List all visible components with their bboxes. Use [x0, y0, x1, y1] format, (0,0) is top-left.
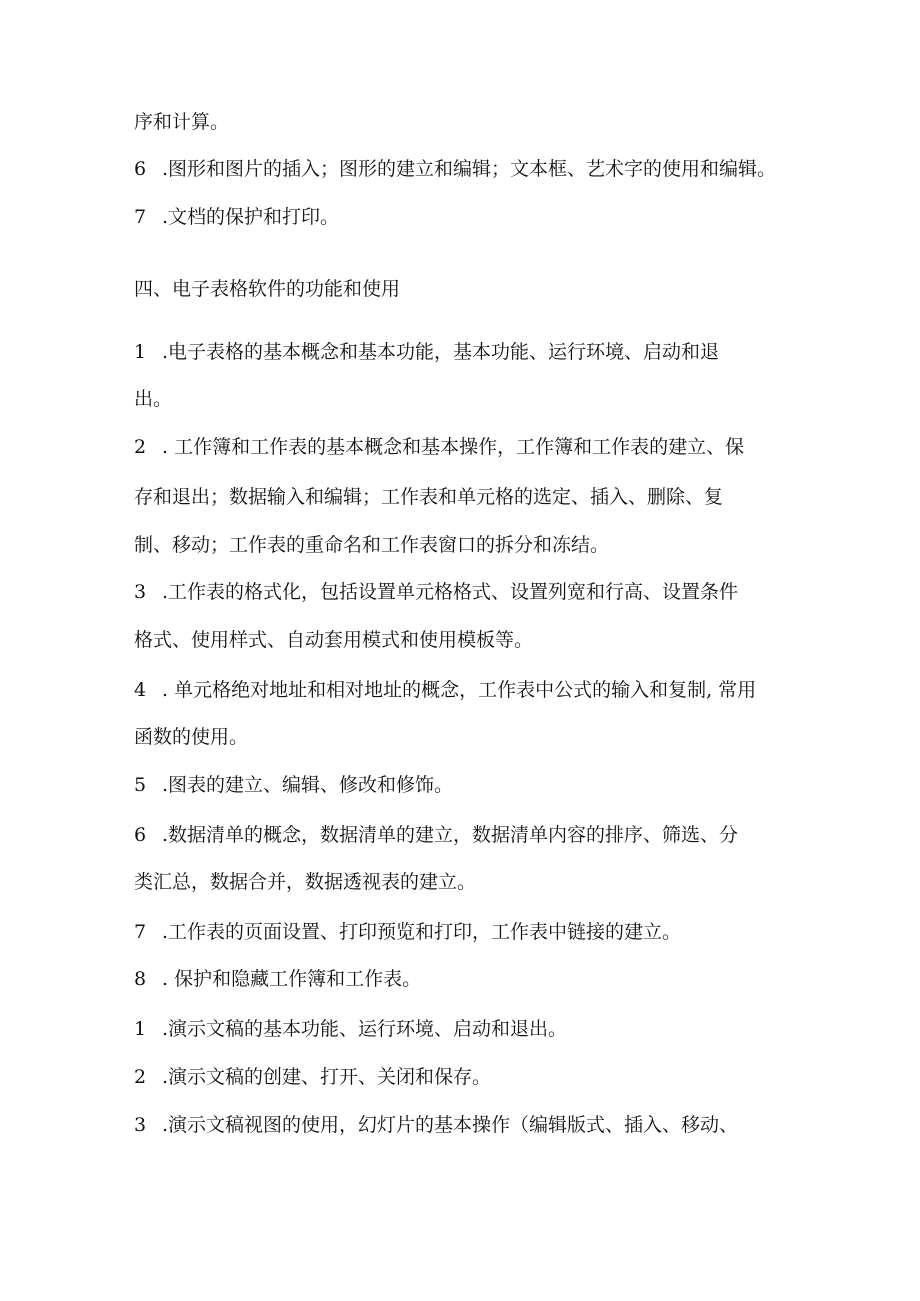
- list-item: [134, 823, 738, 847]
- list-item: [134, 580, 738, 604]
- item-text: .演示文稿的基本功能、运行环境、启动和退出。: [162, 1018, 568, 1040]
- line-text: 格式、使用样式、自动套用模式和使用模板等。: [134, 629, 534, 651]
- list-item: [134, 678, 756, 702]
- list-item: [134, 205, 339, 229]
- item-number: 3: [134, 1114, 147, 1136]
- item-text: .文档的保护和打印。: [162, 206, 340, 228]
- list-item: [134, 920, 681, 944]
- text-line: [134, 628, 533, 652]
- text-line: [134, 533, 609, 557]
- item-number: 2: [134, 436, 147, 458]
- item-number: 1: [134, 1018, 147, 1040]
- text-line: [134, 870, 476, 894]
- section-heading: [134, 277, 400, 301]
- item-text: . 单元格绝对地址和相对地址的概念，工作表中公式的输入和复制, 常用: [162, 679, 757, 701]
- line-text: 存和退出；数据输入和编辑；工作表和单元格的选定、插入、删除、复: [134, 486, 724, 508]
- item-text: .演示文稿视图的使用，幻灯片的基本操作（编辑版式、插入、移动、: [162, 1114, 739, 1136]
- list-item: [134, 1017, 567, 1041]
- text-line: [134, 485, 723, 509]
- line-text: 制、移动；工作表的重命名和工作表窗口的拆分和冻结。: [134, 534, 610, 556]
- item-text: . 工作簿和工作表的基本概念和基本操作，工作簿和工作表的建立、保: [162, 436, 745, 458]
- text-line: [134, 387, 172, 411]
- list-item: [134, 1113, 738, 1137]
- list-item: [134, 773, 453, 797]
- item-text: .图表的建立、编辑、修改和修饰。: [162, 774, 454, 796]
- item-text: .图形和图片的插入；图形的建立和编辑；文本框、艺术字的使用和编辑。: [162, 158, 777, 180]
- list-item: [134, 340, 719, 364]
- line-text: 序和计算。: [134, 111, 230, 133]
- line-text: 类汇总，数据合并，数据透视表的建立。: [134, 871, 477, 893]
- item-number: 5: [134, 774, 147, 796]
- item-text: .演示文稿的创建、打开、关闭和保存。: [162, 1066, 492, 1088]
- item-number: 1: [134, 341, 147, 363]
- item-text: .工作表的格式化，包括设置单元格格式、设置列宽和行高、设置条件: [162, 581, 739, 603]
- item-number: 8: [134, 968, 147, 990]
- item-number: 6: [134, 158, 147, 180]
- list-item: [134, 1065, 491, 1089]
- item-number: 7: [134, 206, 147, 228]
- item-text: . 保护和隐藏工作簿和工作表。: [162, 968, 422, 990]
- list-item: [134, 435, 744, 459]
- heading-text: 四、电子表格软件的功能和使用: [134, 278, 401, 300]
- item-text: .工作表的页面设置、打印预览和打印，工作表中链接的建立。: [162, 921, 682, 943]
- line-text: 出。: [134, 388, 173, 410]
- item-number: 3: [134, 581, 147, 603]
- text-line: [134, 110, 229, 134]
- item-number: 7: [134, 921, 147, 943]
- text-line: [134, 725, 248, 749]
- list-item: [134, 157, 776, 181]
- line-text: 函数的使用。: [134, 726, 249, 748]
- item-text: .电子表格的基本概念和基本功能，基本功能、运行环境、启动和退: [162, 341, 720, 363]
- item-number: 6: [134, 824, 147, 846]
- item-text: .数据清单的概念，数据清单的建立，数据清单内容的排序、筛选、分: [162, 824, 739, 846]
- item-number: 2: [134, 1066, 147, 1088]
- item-number: 4: [134, 679, 147, 701]
- list-item: [134, 967, 421, 991]
